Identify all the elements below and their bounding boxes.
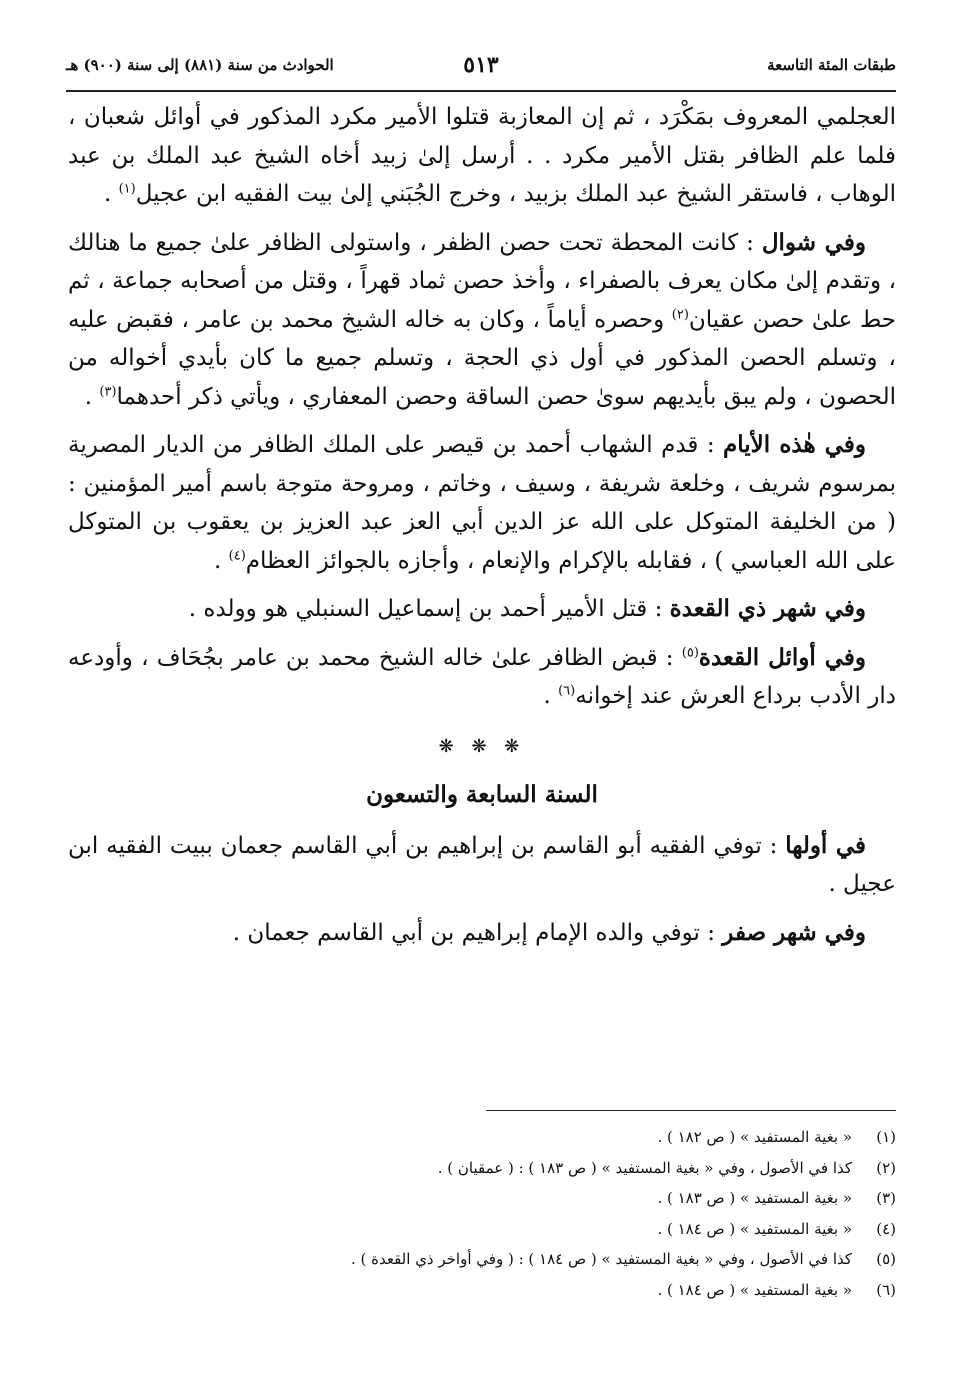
paragraph — [68, 426, 896, 580]
footnote — [68, 1275, 896, 1306]
paragraph-lead: وفي هٰذه الأيام — [723, 431, 866, 458]
paragraph-tail: . — [214, 547, 229, 574]
footnote-ref: (٢) — [671, 306, 689, 322]
footnote-text: كذا في الأصول ، وفي « بغية المستفيد » ( ص ١٨٤ ) : ( وفي أواخر ذي القعدة ) . — [350, 1250, 852, 1268]
footnote-ref: (٥) — [681, 644, 699, 660]
footnote-text: « بغية المستفيد » ( ص ١٨٣ ) . — [657, 1189, 852, 1207]
footnote-rule — [486, 1110, 896, 1111]
footnote-number: (١) — [876, 1128, 896, 1146]
footnote-ref: (٦) — [558, 683, 576, 699]
footnote — [68, 1244, 896, 1275]
header-chapter-title: الحوادث من سنة (٨٨١) إلى سنة (٩٠٠) هـ — [66, 56, 334, 74]
paragraph — [68, 98, 896, 214]
footnote-number: (٦) — [876, 1280, 896, 1299]
section-title: السنة السابعة والتسعون — [366, 781, 598, 808]
paragraph-text: : توفي والده الإمام إبراهيم بن أبي القاسم جعمان . — [232, 919, 723, 946]
footnote — [68, 1122, 896, 1153]
paragraph-lead: وفي أوائل القعدة — [698, 643, 866, 671]
footnote — [68, 1183, 896, 1214]
paragraph-text: : قبض الظافر علىٰ خاله الشيخ محمد بن عامر بجُحَاف ، وأودعه دار الأدب برداع العرش عند إخوانه — [68, 644, 896, 709]
paragraph — [68, 827, 896, 904]
footnote-ref: (١) — [118, 181, 136, 197]
paragraph-tail: . — [543, 683, 559, 709]
header-rule — [66, 90, 896, 92]
paragraph-text: : توفي الفقيه أبو القاسم بن إبراهيم بن أبي القاسم جعمان ببيت الفقيه ابن عجيل . — [68, 832, 896, 897]
main-text — [68, 98, 896, 962]
running-header — [66, 52, 896, 92]
footnote-ref: (٣) — [99, 383, 117, 399]
paragraph — [68, 914, 896, 953]
header-book-title: طبقات المئة التاسعة — [767, 56, 896, 74]
paragraph — [68, 590, 896, 629]
footnote-number: (٣) — [876, 1189, 896, 1207]
footnote — [68, 1214, 896, 1245]
footnote-text: « بغية المستفيد » ( ص ١٨٤ ) . — [657, 1219, 852, 1238]
footnote-ref: (٤) — [228, 547, 246, 563]
footnote-text: « بغية المستفيد » ( ص ١٨٢ ) . — [657, 1128, 852, 1146]
footnote-number: (٥) — [876, 1250, 896, 1268]
paragraph-text: : قدم الشهاب أحمد بن قيصر على الملك الظافر من الديار المصرية بمرسوم شريف ، وخلعة شريفة ، وسيف ، وخاتم ، ومروحة متوجة باسم أمير المؤمنين : ( من الخليفة المتوكل على الله عز الدين أبي العز عبد العزيز بن يعقوب بن المتوكل على الله العباسي ) ، فقابله بالإكرام والإنعام ، وأجازه بالجوائز العظام — [68, 432, 896, 574]
footnote — [68, 1153, 896, 1184]
paragraph-lead: وفي شوال — [761, 228, 866, 256]
footnote-text: كذا في الأصول ، وفي « بغية المستفيد » ( ص ١٨٣ ) : ( عمقيان ) . — [437, 1158, 852, 1177]
paragraph-text: وحصره أياماً ، وكان به خاله الشيخ محمد بن عامر ، فقبض عليه ، وتسلم الحصن المذكور في أول ذي الحجة ، وتسلم جميع ما كان بأيدي أخواله من الحصون ، ولم يبق بأيديهم سوىٰ حصن الساقة وحصن المعفاري ، ويأتي ذكر أحدهما — [68, 306, 896, 410]
paragraph-lead: وفي شهر صفر — [722, 918, 866, 946]
paragraph-lead: في أولها — [785, 831, 867, 859]
paragraph-lead: وفي شهر ذي القعدة — [669, 595, 866, 622]
footnote-number: (٤) — [876, 1219, 896, 1238]
footnote-number: (٢) — [876, 1158, 896, 1177]
paragraph — [68, 224, 896, 417]
paragraph-text: : قتل الأمير أحمد بن إسماعيل السنبلي هو وولده . — [188, 596, 670, 622]
paragraph-tail: . — [103, 181, 119, 207]
paragraph — [68, 639, 896, 716]
footnotes — [68, 1122, 896, 1305]
section-separator: ❋ ❋ ❋ — [438, 735, 526, 757]
paragraph-text: العجلمي المعروف بمَكْرَد ، ثم إن المعازبة قتلوا الأمير مكرد المذكور في أوائل شعبان ، فلما علم الظافر بقتل الأمير مكرد . . أرسل إلىٰ زبيد أخاه الشيخ عبد الملك بن عبد الوهاب ، فاستقر الشيخ عبد الملك بزبيد ، وخرج الجُبَني إلىٰ بيت الفقيه ابن عجيل — [68, 104, 896, 207]
footnote-text: « بغية المستفيد » ( ص ١٨٤ ) . — [657, 1280, 852, 1299]
page-number: ٥١٣ — [463, 52, 499, 78]
paragraph-tail: . — [84, 383, 100, 410]
paragraph-text: : كانت المحطة تحت حصن الظفر ، واستولى الظافر علىٰ جميع ما هنالك ، وتقدم إلىٰ مكان يعرف بالصفراء ، وأخذ حصن ثماد قهراً ، وقتل من أصحابه جماعة ، ثم حط علىٰ حصن عقيان — [68, 229, 896, 333]
